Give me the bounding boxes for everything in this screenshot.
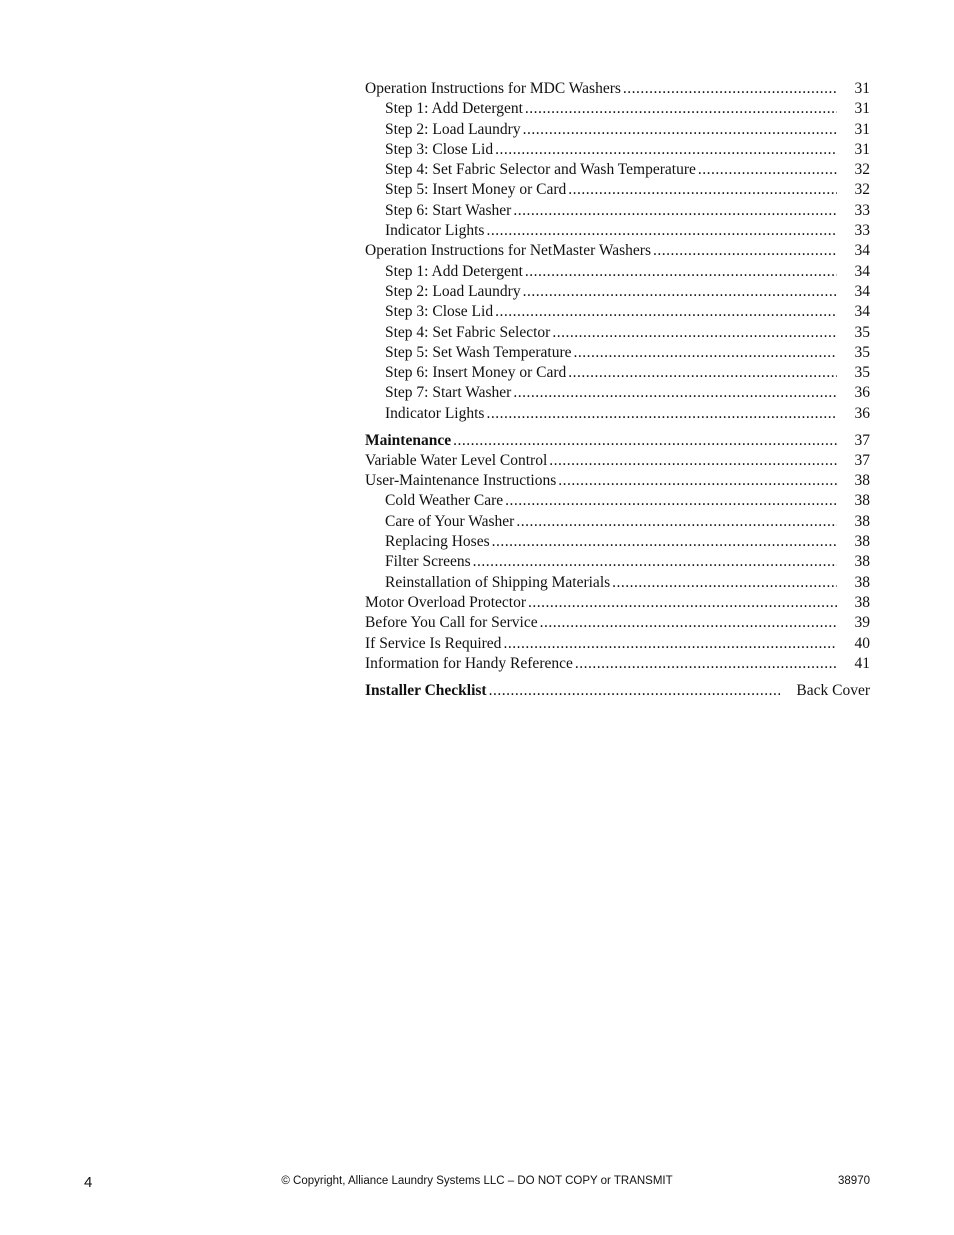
toc-entry (365, 431, 870, 451)
page-number: 4 (84, 1174, 93, 1191)
toc-entry-page: 38 (854, 573, 870, 591)
toc-dot-leader (453, 431, 837, 451)
toc-entry (365, 634, 870, 654)
toc-entry (365, 79, 870, 99)
toc-entry-title: Replacing Hoses (385, 533, 490, 551)
toc-entry (365, 99, 870, 119)
toc-entry (365, 241, 870, 261)
toc-entry (365, 573, 870, 593)
toc-entry-title: Filter Screens (385, 553, 471, 571)
toc-dot-leader (486, 221, 837, 241)
toc-entry (365, 593, 870, 613)
toc-dot-leader (549, 451, 837, 471)
toc-entry-page: 32 (854, 161, 870, 179)
toc-entry-title: Step 2: Load Laundry (385, 282, 521, 300)
toc-entry-title: Motor Overload Protector (365, 593, 526, 611)
toc-entry-title: If Service Is Required (365, 634, 502, 652)
toc-entry-page: 39 (854, 614, 870, 632)
toc-entry-page: Back Cover (796, 681, 870, 699)
toc-entry (365, 221, 870, 241)
page-footer (0, 1174, 954, 1190)
toc-entry-title: Indicator Lights (385, 222, 485, 240)
toc-entry-title: Step 1: Add Detergent (385, 100, 523, 118)
copyright-notice: © Copyright, Alliance Laundry Systems LLC – DO NOT COPY or TRANSMIT (281, 1175, 673, 1187)
toc-entry-page: 37 (854, 431, 870, 449)
toc-entry-page: 34 (854, 242, 870, 260)
toc-dot-leader (505, 491, 837, 511)
toc-entry (365, 323, 870, 343)
toc-entry (365, 383, 870, 403)
toc-entry-title: Step 5: Insert Money or Card (385, 181, 567, 199)
toc-entry-page: 33 (854, 222, 870, 240)
toc-entry-title: Step 3: Close Lid (385, 303, 494, 321)
toc-dot-leader (568, 180, 837, 200)
toc-entry-title: User-Maintenance Instructions (365, 472, 557, 490)
toc-entry (365, 262, 870, 282)
toc-entry-page: 35 (854, 343, 870, 361)
toc-dot-leader (568, 363, 837, 383)
toc-entry-title: Step 3: Close Lid (385, 140, 494, 158)
toc-entry-page: 31 (854, 140, 870, 158)
toc-entry-page: 38 (854, 492, 870, 510)
toc-entry (365, 451, 870, 471)
toc-entry-title: Step 4: Set Fabric Selector (385, 323, 551, 341)
toc-entry-page: 31 (854, 100, 870, 118)
toc-entry-page: 31 (854, 120, 870, 138)
toc-dot-leader (540, 613, 837, 633)
toc-entry-title: Maintenance (365, 431, 452, 449)
toc-dot-leader (525, 262, 837, 282)
toc-entry-page: 32 (854, 181, 870, 199)
toc-dot-leader (503, 634, 837, 654)
toc-entry (365, 343, 870, 363)
toc-entry (365, 471, 870, 491)
toc-entry-page: 41 (854, 654, 870, 672)
toc-dot-leader (495, 302, 837, 322)
toc-dot-leader (516, 512, 837, 532)
toc-dot-leader (495, 140, 837, 160)
toc-dot-leader (513, 383, 837, 403)
toc-entry-title: Cold Weather Care (385, 492, 504, 510)
toc-entry-title: Step 1: Add Detergent (385, 262, 523, 280)
toc-entry (365, 552, 870, 572)
toc-dot-leader (653, 241, 837, 261)
toc-dot-leader (473, 552, 837, 572)
toc-entry-title: Step 2: Load Laundry (385, 120, 521, 138)
toc-entry (365, 654, 870, 674)
document-number: 38970 (838, 1175, 870, 1187)
toc-entry-title: Care of Your Washer (385, 512, 515, 530)
toc-entry-page: 37 (854, 451, 870, 469)
toc-entry (365, 302, 870, 322)
toc-entry-page: 35 (854, 323, 870, 341)
toc-dot-leader (523, 120, 837, 140)
toc-dot-leader (552, 323, 837, 343)
toc-entry-page: 34 (854, 262, 870, 280)
toc-entry-page: 38 (854, 533, 870, 551)
toc-entry-page: 38 (854, 593, 870, 611)
toc-entry-title: Step 7: Start Washer (385, 384, 512, 402)
toc-entry (365, 532, 870, 552)
toc-entry (365, 282, 870, 302)
toc-entry (365, 180, 870, 200)
toc-entry (365, 120, 870, 140)
toc-entry-title: Variable Water Level Control (365, 451, 548, 469)
toc-entry-title: Information for Handy Reference (365, 654, 573, 672)
toc-entry-title: Installer Checklist (365, 681, 487, 699)
toc-entry-title: Indicator Lights (385, 404, 485, 422)
toc-entry-page: 38 (854, 512, 870, 530)
toc-entry-page: 31 (854, 80, 870, 97)
toc-entry-title: Step 5: Set Wash Temperature (385, 343, 572, 361)
toc-entry-page: 36 (854, 404, 870, 422)
toc-entry-title: Step 6: Insert Money or Card (385, 364, 567, 382)
toc-entry-title: Operation Instructions for MDC Washers (365, 80, 621, 97)
toc-entry-page: 38 (854, 553, 870, 571)
toc-entry (365, 681, 870, 701)
toc-entry-page: 34 (854, 303, 870, 321)
toc-dot-leader (558, 471, 837, 491)
toc-entry (365, 512, 870, 532)
toc-entry-page: 33 (854, 201, 870, 219)
toc-dot-leader (574, 343, 838, 363)
toc-entry-title: Operation Instructions for NetMaster Washers (365, 242, 652, 260)
toc-entry (365, 140, 870, 160)
toc-dot-leader (623, 79, 837, 99)
toc-entry-title: Step 6: Start Washer (385, 201, 512, 219)
toc-dot-leader (489, 681, 781, 701)
toc-entry-page: 34 (854, 282, 870, 300)
toc-entry (365, 404, 870, 424)
toc-dot-leader (523, 282, 837, 302)
toc-dot-leader (486, 404, 837, 424)
toc-dot-leader (525, 99, 837, 119)
table-of-contents (365, 79, 870, 701)
toc-entry (365, 613, 870, 633)
toc-dot-leader (513, 201, 837, 221)
toc-entry-title: Reinstallation of Shipping Materials (385, 573, 611, 591)
toc-entry (365, 363, 870, 383)
toc-entry-page: 38 (854, 472, 870, 490)
toc-entry (365, 160, 870, 180)
toc-entry-title: Step 4: Set Fabric Selector and Wash Temperature (385, 161, 696, 179)
toc-entry-page: 40 (854, 634, 870, 652)
toc-dot-leader (612, 573, 837, 593)
toc-dot-leader (492, 532, 837, 552)
toc-entry-page: 36 (854, 384, 870, 402)
toc-entry (365, 491, 870, 511)
toc-entry-page: 35 (854, 364, 870, 382)
toc-dot-leader (698, 160, 837, 180)
toc-entry (365, 201, 870, 221)
toc-dot-leader (575, 654, 837, 674)
toc-entry-title: Before You Call for Service (365, 614, 538, 632)
toc-dot-leader (528, 593, 837, 613)
